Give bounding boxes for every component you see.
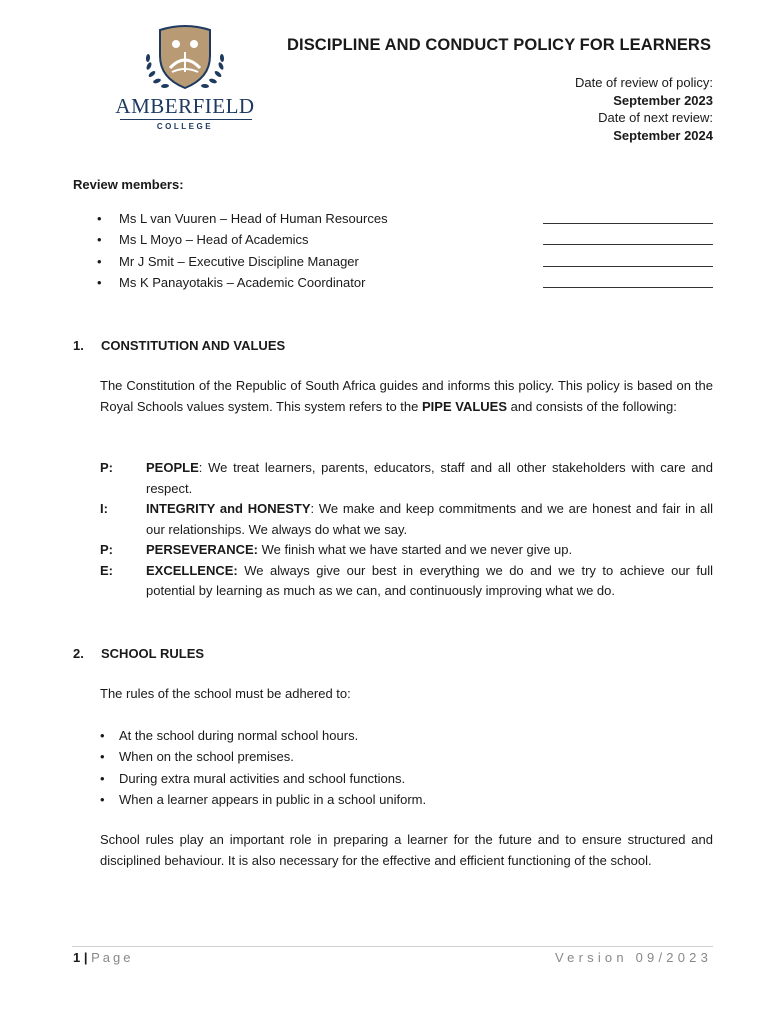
rule-text: When a learner appears in public in a school uniform. xyxy=(119,791,427,807)
section2-intro: The rules of the school must be adhered to: xyxy=(100,686,351,701)
footer-divider xyxy=(72,946,713,947)
footer-version: Version 09/2023 xyxy=(555,950,712,965)
school-crest-icon xyxy=(140,22,230,94)
value-item xyxy=(100,561,713,602)
section1-intro xyxy=(100,376,713,417)
member-name: Ms K Panayotakis – Academic Coordinator xyxy=(119,274,366,290)
value-letter: E: xyxy=(100,562,113,578)
review-date-label: Date of review of policy: xyxy=(574,75,713,90)
section-title: SCHOOL RULES xyxy=(101,646,205,661)
rule-text: When on the school premises. xyxy=(119,749,294,765)
signature-line xyxy=(543,265,713,267)
bullet-icon: • xyxy=(100,749,105,765)
footer-page-number xyxy=(73,950,134,965)
rules-list xyxy=(100,725,713,810)
review-date-value: September 2023 xyxy=(613,92,713,108)
value-desc: We finish what we have started and we never give up. xyxy=(257,542,573,557)
section-title: CONSTITUTION AND VALUES xyxy=(101,338,286,353)
list-item xyxy=(97,208,713,229)
bullet-icon: • xyxy=(97,232,102,248)
list-item xyxy=(100,789,713,810)
list-item xyxy=(97,229,713,250)
bullet-icon: • xyxy=(100,728,105,743)
logo-subtitle: COLLEGE xyxy=(156,122,214,131)
next-review-label: Date of next review: xyxy=(598,110,713,126)
pipe-values-term: PIPE VALUES xyxy=(422,398,508,414)
bullet-icon: • xyxy=(100,791,105,807)
member-name: Mr J Smit – Executive Discipline Manager xyxy=(119,253,359,269)
list-item xyxy=(97,272,713,293)
bullet-icon: • xyxy=(97,211,102,226)
value-term: EXCELLENCE: xyxy=(146,562,238,578)
intro-text: The Constitution of the Republic of South Africa guides and informs this policy. This policy is based on the Royal Schools values system. This system refers to the xyxy=(100,378,713,414)
section-heading-2 xyxy=(73,646,473,664)
section2-closing: School rules play an important role in preparing a learner for the future and to ensure structured and disciplined behaviour. It is also necessary for the effective and efficient functioning of the school. xyxy=(100,832,713,868)
review-dates xyxy=(575,74,713,144)
value-item xyxy=(100,540,713,561)
value-desc: : We treat learners, parents, educators, staff and all other stakeholders with care and respect. xyxy=(146,460,713,496)
section-number: 1. xyxy=(73,338,84,353)
next-review-value: September 2024 xyxy=(613,127,713,143)
list-item xyxy=(97,251,713,272)
value-term: PERSEVERANCE: xyxy=(146,542,258,557)
page-number: 1 xyxy=(73,950,81,965)
school-logo xyxy=(112,22,258,134)
value-letter: P: xyxy=(100,460,113,475)
list-item xyxy=(100,768,713,789)
value-term: PEOPLE xyxy=(146,460,199,475)
section-number: 2. xyxy=(73,646,84,661)
intro-text-end: and consists of the following: xyxy=(507,398,677,414)
logo-name: AMBERFIELD xyxy=(115,94,255,118)
value-item xyxy=(100,458,713,499)
signature-line xyxy=(543,222,713,224)
list-item xyxy=(100,746,713,767)
value-item xyxy=(100,499,713,540)
review-members-label: Review members: xyxy=(73,177,184,192)
review-members-list xyxy=(97,208,713,293)
bullet-icon: • xyxy=(100,770,105,786)
value-desc: : We make and keep commitments and we are honest and fair in all our relationships. We always do what we say. xyxy=(146,501,714,537)
value-letter: I: xyxy=(100,501,108,516)
bullet-icon: • xyxy=(97,253,102,269)
bullet-icon: • xyxy=(97,274,102,290)
rule-text: At the school during normal school hours. xyxy=(119,728,359,743)
signature-line xyxy=(543,243,713,245)
document-title: DISCIPLINE AND CONDUCT POLICY FOR LEARNERS xyxy=(287,36,712,54)
page-label: Page xyxy=(91,950,134,965)
member-name: Ms L van Vuuren – Head of Human Resources xyxy=(119,211,388,226)
value-term: INTEGRITY and HONESTY xyxy=(146,501,311,516)
value-desc: We always give our best in everything we do and we try to achieve our full potential by learning as much as we can, and continuously improving what we do. xyxy=(146,562,713,598)
section-heading-1 xyxy=(73,338,473,356)
value-letter: P: xyxy=(100,542,113,557)
signature-line xyxy=(543,286,713,288)
logo-divider xyxy=(120,119,252,120)
list-item xyxy=(100,725,713,746)
values-list xyxy=(100,458,713,602)
rule-text: During extra mural activities and school functions. xyxy=(119,770,406,786)
member-name: Ms L Moyo – Head of Academics xyxy=(119,232,309,248)
page-separator: | xyxy=(83,950,88,965)
